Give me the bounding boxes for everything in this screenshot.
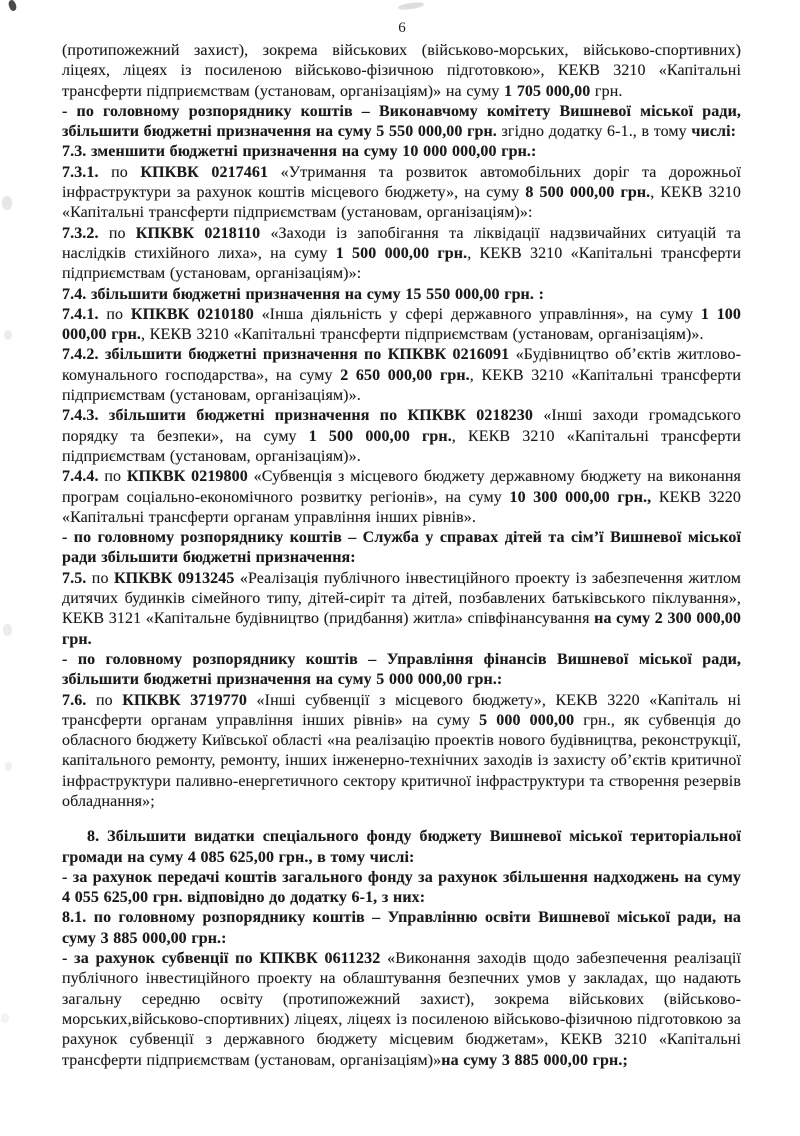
- paragraph-8-1: [62, 908, 741, 949]
- text-run: згідно додатку 6-1., в тому: [501, 123, 692, 141]
- bold-text-run: - по головному розпоряднику коштів – Управління фінансів Вишневої міської ради, збільшити бюджетні призначення на суму 5 000 000,00 грн.:: [62, 650, 741, 689]
- bold-text-run: 7.3. зменшити бюджетні призначення на суму 10 000 000,00 грн.:: [62, 143, 537, 161]
- bold-text-run: 7.4. збільшити бюджетні призначення на суму 15 550 000,00 грн. :: [62, 285, 545, 303]
- text-run: «Виконання заходів щодо забезпечення реалізації публічного інвестиційного проекту на облаштування безпечних умов у закладах, що надають загальну середню освіту (протипожежний захист), зокрема військових (військово-морських,військово-спортивних) ліцеях, ліцеях із посиленою військово-фізичною підготовкою за рахунок субвенції з державного бюджету місцевим бюджетам», КЕКВ 3210 «Капітальні трансферти підприємствам (установам, організаціям)»: [62, 950, 741, 1069]
- bold-text-run: числі:: [691, 123, 737, 141]
- paragraph-7-3-2: [62, 224, 741, 285]
- text-run: по: [91, 569, 114, 587]
- paragraph-zahalnyi-fond: [62, 868, 741, 909]
- scan-artifact: [2, 196, 12, 210]
- scan-artifact: [4, 330, 12, 340]
- scan-artifact: [3, 624, 12, 636]
- bold-text-run: - за рахунок субвенції по КПКВК 0611232: [62, 950, 388, 968]
- bold-text-run: 7.3.2.: [62, 224, 109, 242]
- text-run: по: [104, 468, 127, 486]
- bold-text-run: 7.3.1.: [62, 163, 112, 181]
- paragraph-8: [62, 827, 741, 868]
- bold-text-run: - по головному розпоряднику коштів – Виконавчому комітету Вишневої міської ради, збільшити бюджетні призначення на суму 5 550 000,00 грн.: [62, 102, 741, 141]
- bold-text-run: 8 500 000,00 грн.: [525, 184, 651, 202]
- bold-text-run: 1 705 000,00: [504, 82, 591, 100]
- text-run: по: [95, 691, 123, 709]
- bold-text-run: 7.4.4.: [62, 468, 105, 486]
- paragraph-kekv-3210-carryover: [62, 41, 741, 102]
- bold-text-run: - за рахунок передачі коштів загального фонду за рахунок збільшення надходжень на суму 4 055 625,00 грн. відповідно до додатку 6-1, з них:: [62, 868, 741, 907]
- text-run: по: [108, 224, 136, 242]
- text-run: грн.: [590, 82, 623, 100]
- scan-artifact: [7, 0, 17, 12]
- paragraph-7-4-3: [62, 406, 741, 467]
- text-run: КЕКВ 3220 «Капітальні трансферти органам управління інших рівнів».: [62, 488, 741, 526]
- bold-text-run: КПКВК 0210180: [130, 305, 262, 323]
- bold-text-run: КПКВК 3719770: [122, 691, 257, 709]
- text-run: «Заходи із запобігання та ліквідації надзвичайних ситуацій та наслідків стихійного лиха», на суму: [62, 224, 741, 262]
- bold-text-run: 8.1. по головному розпоряднику коштів – Управлінню освіти Вишневої міської ради, на суму 3 885 000,00 грн.:: [62, 909, 741, 947]
- bold-text-run: 1 500 000,00 грн.: [308, 427, 452, 445]
- document-body: [62, 41, 741, 1071]
- bold-text-run: 7.5.: [62, 569, 92, 587]
- bold-text-run: 7.4.2. збільшити бюджетні призначення по КПКВК 0216091: [62, 346, 516, 364]
- bold-text-run: - по головному розпоряднику коштів – Служба у справах дітей та сім’ї Вишневої міської ради збільшити бюджетні призначення:: [62, 529, 741, 567]
- bold-text-run: 2 650 000,00 грн.: [340, 366, 470, 384]
- bold-text-run: 10 300 000,00 грн.,: [509, 488, 652, 506]
- scan-artifact: [5, 762, 12, 771]
- bold-text-run: на суму 3 885 000,00 грн.;: [441, 1051, 628, 1069]
- bold-text-run: 5 000 000,00: [479, 711, 575, 729]
- bold-text-run: на суму 2 300 000,00 грн.: [62, 610, 741, 648]
- paragraph-7-4: [62, 285, 741, 305]
- text-run: , КЕКВ 3210 «Капітальні трансферти підприємствам (установам, організаціям)»:: [62, 244, 741, 283]
- text-run: «Субвенція з місцевого бюджету державному бюджету на виконання програм соціально-економічного розвитку регіонів», на суму: [62, 468, 741, 506]
- text-run: по: [106, 305, 131, 323]
- paragraph-7-4-1: [62, 305, 741, 346]
- text-run: , КЕКВ 3210 «Капітальні трансферти підприємствам (установам, організаціям)».: [62, 427, 741, 465]
- text-run: грн., як субвенція до обласного бюджету Київської області «на реалізацію проектів нового будівництва, реконструкції, капітального ремонту, ремонту, інших інженерно-технічних заходів із захисту об’єктів критичної інфраструктури паливно-енергетичного сектору критичної інфраструктури та створення резервів обладнання»;: [62, 711, 741, 810]
- text-run: , КЕКВ 3210 «Капітальні трансферти підприємствам (установам, організаціям)»:: [62, 184, 742, 222]
- text-run: (протипожежний захист), зокрема військових (військово-морських, військово-спортивних) ліцеях, ліцеях із посиленою військово-фізичною підготовкою», КЕКВ 3210 «Капітальні трансферти підприємствам (установам, організаціям)» на суму: [62, 42, 741, 100]
- text-run: «Інші заходи громадського порядку та безпеки», на суму: [62, 407, 742, 445]
- paragraph-7-6: [62, 691, 741, 813]
- scan-artifact: [1, 1013, 9, 1023]
- scan-artifact: [398, 1, 425, 11]
- bold-text-run: КПКВК 0913245: [113, 569, 240, 587]
- text-run: «Інша діяльність у сфері державного управління», на суму: [261, 305, 701, 323]
- paragraph-7-3-1: [62, 163, 741, 224]
- paragraph-7-5: [62, 569, 741, 650]
- paragraph-sluzhba-u-spravakh-ditei: [62, 528, 741, 569]
- text-run: «Утримання та розвиток автомобільних доріг та дорожньої інфраструктури за рахунок коштів місцевого бюджету», на суму: [62, 163, 741, 202]
- paragraph-upravlinnia-finansiv: [62, 650, 741, 691]
- bold-text-run: 7.4.3. збільшити бюджетні призначення по КПКВК 0218230: [62, 407, 544, 425]
- paragraph-vykonavchyi-komitet: [62, 102, 741, 143]
- bold-text-run: 7.6.: [62, 691, 96, 709]
- paragraph-7-3: [62, 142, 741, 162]
- bold-text-run: 1 500 000,00 грн.: [335, 244, 468, 262]
- text-run: «Інші субвенції з місцевого бюджету», КЕКВ 3220 «Капіталь ні трансферти органам управління інших рівнів» на суму: [62, 691, 741, 729]
- paragraph-7-4-2: [62, 345, 741, 406]
- bold-text-run: КПКВК 0217461: [140, 163, 281, 181]
- bold-text-run: КПКВК 0219800: [126, 468, 254, 486]
- text-run: по: [111, 163, 141, 181]
- bold-text-run: 8. Збільшити видатки спеціального фонду бюджету Вишневої міської територіальної громади на суму 4 085 625,00 грн., в тому числі:: [62, 828, 741, 866]
- text-run: , КЕКВ 3210 «Капітальні трансферти підприємствам (установам, організаціям)».: [62, 366, 741, 405]
- bold-text-run: 1 100 000,00 грн.: [62, 305, 741, 344]
- text-run: «Будівництво об’єктів житлово-комунального господарства», на суму: [62, 346, 742, 384]
- bold-text-run: 7.4.1.: [62, 305, 107, 323]
- text-run: «Реалізація публічного інвестиційного проекту із забезпечення житлом дитячих будинків сімейного типу, дітей-сиріт та дітей, позбавлених батьківського піклування», КЕКВ 3121 «Капітальне будівництво (придбання) житла» співфінансування: [62, 569, 741, 628]
- paragraph-7-4-4: [62, 467, 741, 528]
- page-number: 6: [398, 20, 406, 36]
- bold-text-run: КПКВК 0218110: [135, 224, 271, 242]
- paragraph-subventsiia-0611232: [62, 949, 741, 1071]
- text-run: , КЕКВ 3210 «Капітальні трансферти підприємствам (установам, організаціям)».: [140, 326, 704, 344]
